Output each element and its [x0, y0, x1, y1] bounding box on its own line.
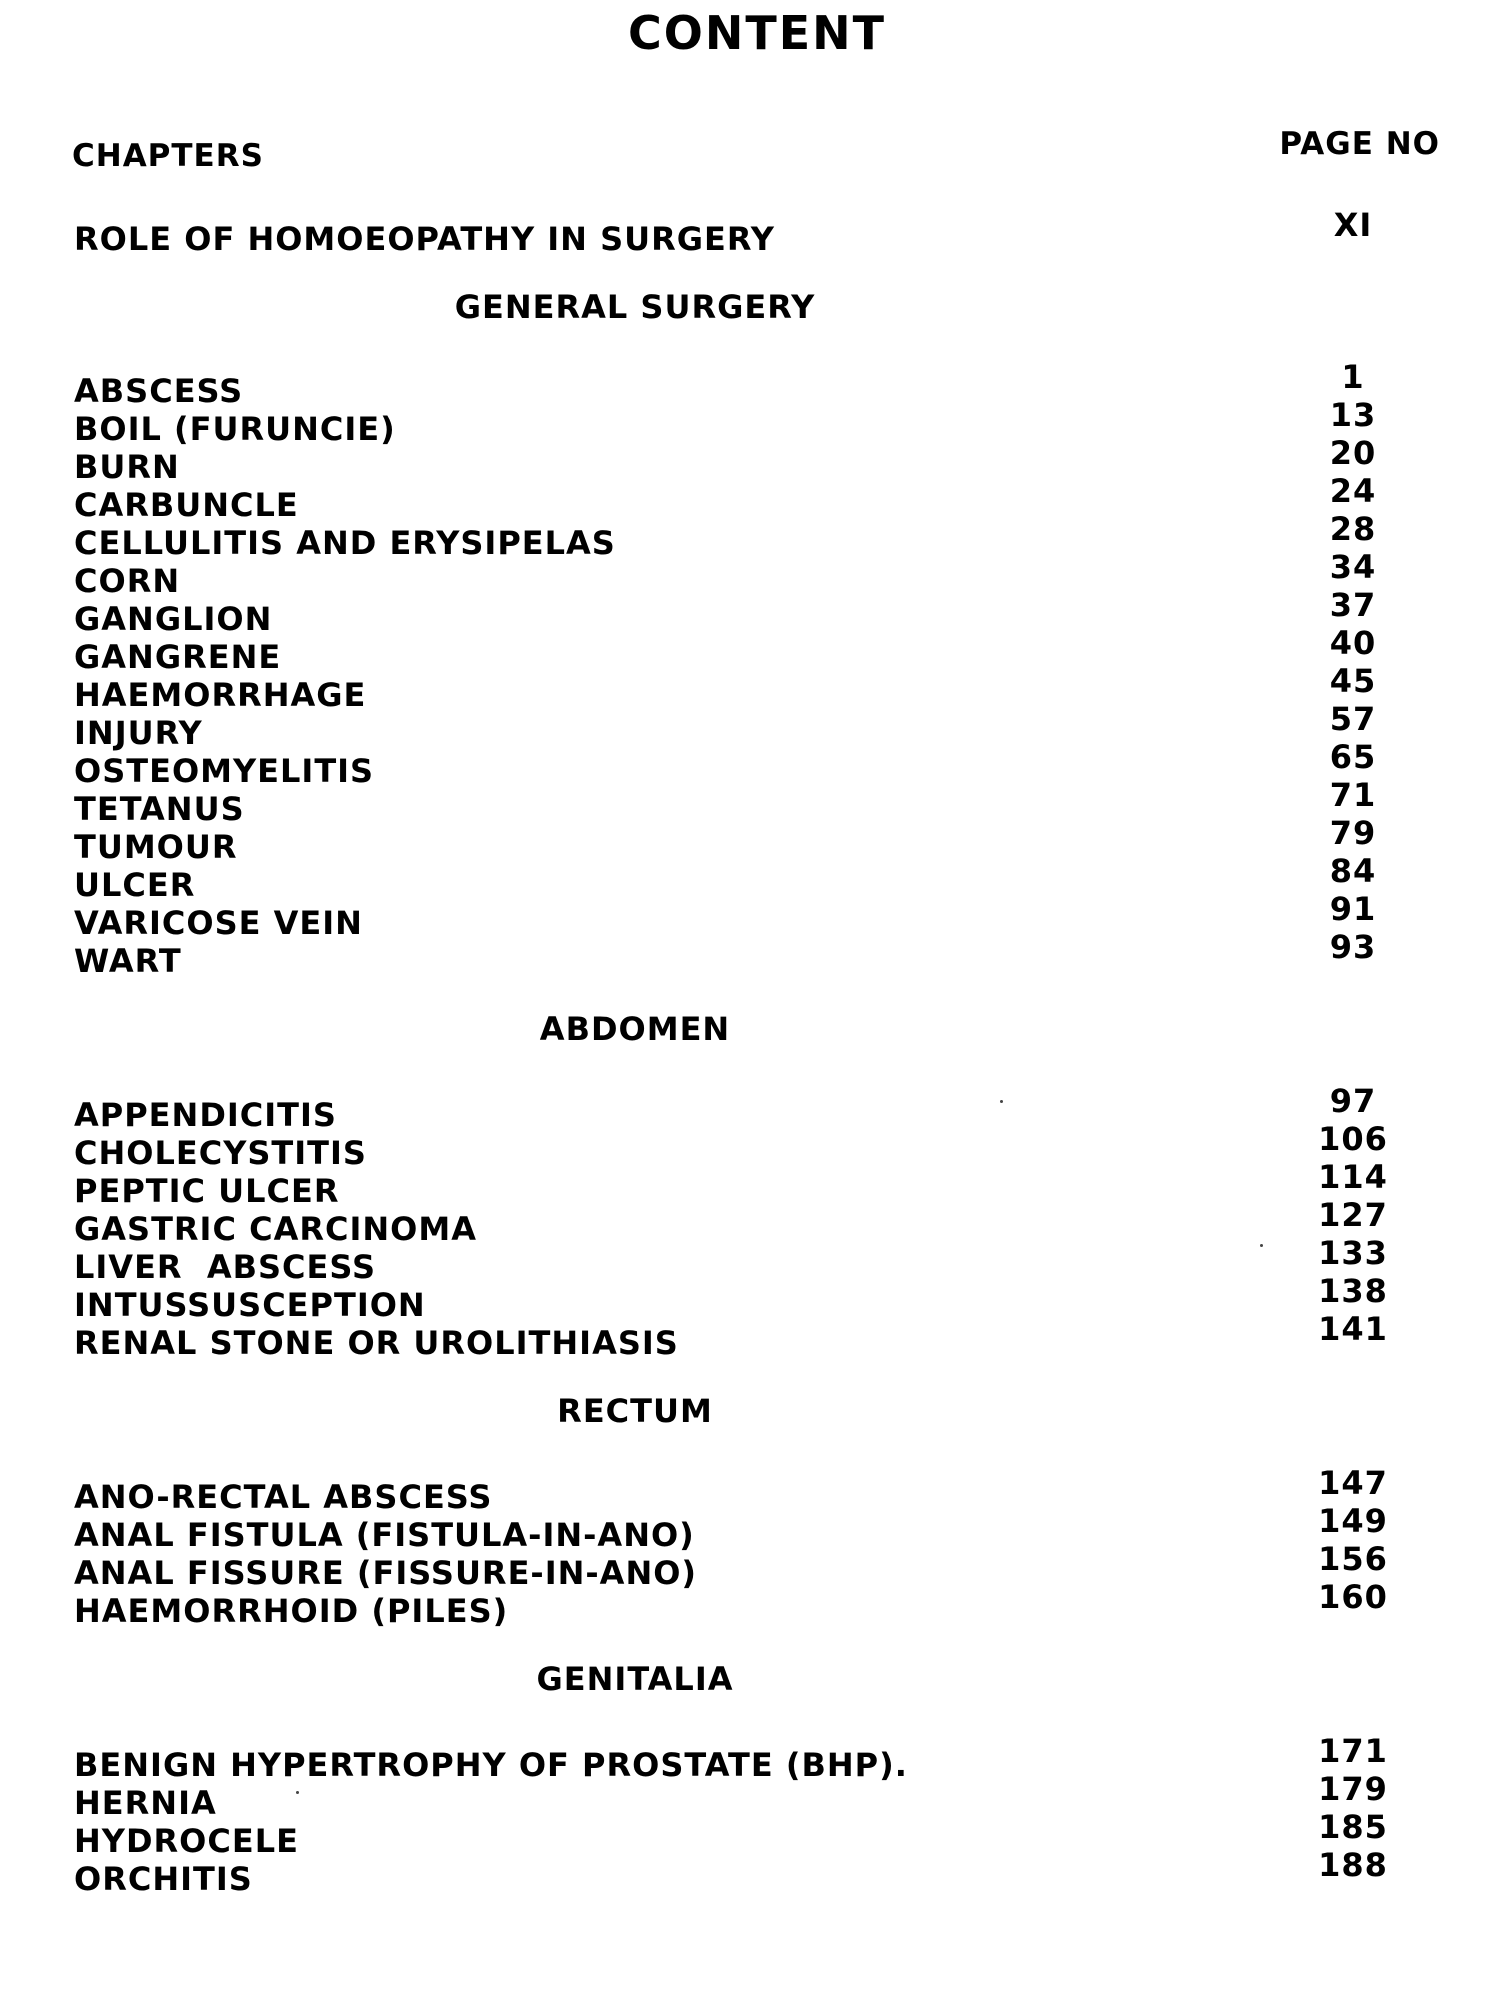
entry-label: GASTRIC CARCINOMA	[74, 1210, 477, 1248]
section-heading-abdomen: ABDOMEN	[539, 1010, 731, 1048]
entry-label: TUMOUR	[74, 828, 238, 866]
toc-entry	[0, 1540, 1500, 1592]
section-heading-genitalia: GENITALIA	[536, 1660, 734, 1698]
entry-page: 156	[1318, 1540, 1388, 1578]
toc-entry	[0, 1310, 1500, 1362]
entry-label: BENIGN HYPERTROPHY OF PROSTATE (BHP).	[74, 1746, 908, 1784]
toc-entry	[0, 852, 1500, 904]
entry-page: 179	[1318, 1770, 1388, 1808]
entry-label: CORN	[74, 562, 181, 600]
toc-entry	[0, 1158, 1500, 1210]
entry-label: ORCHITIS	[74, 1860, 253, 1898]
scan-speck	[1260, 1244, 1263, 1247]
entry-page: 185	[1318, 1808, 1388, 1846]
entry-page: 84	[1329, 852, 1377, 890]
toc-entry	[0, 358, 1500, 410]
entry-page: 45	[1329, 662, 1377, 700]
toc-entry	[0, 434, 1500, 486]
toc-entry	[0, 1082, 1500, 1134]
entry-page: 37	[1329, 586, 1377, 624]
entry-page: 28	[1329, 510, 1377, 548]
entry-label: APPENDICITIS	[74, 1096, 337, 1134]
toc-entry	[0, 472, 1500, 524]
entry-label: WART	[74, 942, 182, 980]
entry-page: 149	[1318, 1502, 1388, 1540]
entry-label: ANAL FISTULA (FISTULA-IN-ANO)	[74, 1516, 695, 1554]
toc-entry-intro	[0, 206, 1500, 258]
toc-entry	[0, 1196, 1500, 1248]
toc-entry	[0, 662, 1500, 714]
toc-entry	[0, 1272, 1500, 1324]
page-title: CONTENT	[627, 6, 887, 60]
toc-entry	[0, 1464, 1500, 1516]
section-heading-general-surgery: GENERAL SURGERY	[454, 288, 816, 326]
toc-entry	[0, 928, 1500, 980]
toc-entry	[0, 890, 1500, 942]
entry-label: BURN	[74, 448, 180, 486]
chapters-column-header: CHAPTERS	[72, 138, 264, 174]
entry-label: CARBUNCLE	[74, 486, 299, 524]
entry-page: 79	[1329, 814, 1377, 852]
entry-page: 127	[1318, 1196, 1388, 1234]
toc-entry	[0, 700, 1500, 752]
entry-label: OSTEOMYELITIS	[74, 752, 375, 790]
entry-page: 133	[1318, 1234, 1388, 1272]
toc-entry	[0, 1770, 1500, 1822]
entry-label: ANO-RECTAL ABSCESS	[74, 1478, 493, 1516]
entry-page: 141	[1318, 1310, 1388, 1348]
entry-page: 160	[1318, 1578, 1388, 1616]
entry-page: 93	[1329, 928, 1377, 966]
entry-label: LIVER ABSCESS	[74, 1248, 377, 1286]
entry-label: CELLULITIS AND ERYSIPELAS	[74, 524, 616, 562]
entry-label: HERNIA	[74, 1784, 217, 1822]
entry-label: VARICOSE VEIN	[74, 904, 363, 942]
page-no-column-header: PAGE NO	[1279, 126, 1440, 162]
entry-page: 1	[1341, 358, 1365, 396]
entry-label: CHOLECYSTITIS	[74, 1134, 367, 1172]
toc-entry	[0, 1120, 1500, 1172]
entry-page: 71	[1329, 776, 1377, 814]
entry-page: 34	[1329, 548, 1377, 586]
toc-entry	[0, 586, 1500, 638]
entry-page: 97	[1329, 1082, 1377, 1120]
entry-label: ULCER	[74, 866, 196, 904]
entry-page: 188	[1318, 1846, 1388, 1884]
entry-label: PEPTIC ULCER	[74, 1172, 340, 1210]
entry-page: XI	[1333, 206, 1373, 244]
entry-page: 106	[1318, 1120, 1388, 1158]
toc-entry	[0, 1846, 1500, 1898]
toc-entry	[0, 396, 1500, 448]
entry-label: ANAL FISSURE (FISSURE-IN-ANO)	[74, 1554, 698, 1592]
entry-page: 91	[1329, 890, 1377, 928]
entry-label: GANGLION	[74, 600, 273, 638]
entry-page: 20	[1329, 434, 1377, 472]
entry-label: INTUSSUSCEPTION	[74, 1286, 426, 1324]
entry-page: 57	[1329, 700, 1377, 738]
entry-page: 114	[1318, 1158, 1388, 1196]
toc-entry	[0, 776, 1500, 828]
entry-label: ROLE OF HOMOEOPATHY IN SURGERY	[74, 220, 775, 258]
entry-page: 40	[1329, 624, 1377, 662]
entry-page: 147	[1318, 1464, 1388, 1502]
toc-entry	[0, 738, 1500, 790]
toc-entry	[0, 1502, 1500, 1554]
toc-entry	[0, 1808, 1500, 1860]
entry-label: ABSCESS	[74, 372, 244, 410]
entry-label: RENAL STONE OR UROLITHIASIS	[74, 1324, 679, 1362]
entry-label: HYDROCELE	[74, 1822, 299, 1860]
toc-entry	[0, 814, 1500, 866]
entry-page: 171	[1318, 1732, 1388, 1770]
entry-page: 13	[1329, 396, 1377, 434]
entry-label: GANGRENE	[74, 638, 282, 676]
toc-entry	[0, 1578, 1500, 1630]
scan-speck	[1000, 1100, 1003, 1103]
entry-label: INJURY	[74, 714, 203, 752]
section-heading-rectum: RECTUM	[557, 1392, 713, 1430]
toc-entry	[0, 1234, 1500, 1286]
toc-entry	[0, 548, 1500, 600]
toc-entry	[0, 510, 1500, 562]
entry-label: BOIL (FURUNCIE)	[74, 410, 396, 448]
toc-entry	[0, 624, 1500, 676]
entry-page: 65	[1329, 738, 1377, 776]
toc-entry	[0, 1732, 1500, 1784]
entry-label: HAEMORRHOID (PILES)	[74, 1592, 509, 1630]
entry-page: 138	[1318, 1272, 1388, 1310]
scan-speck	[296, 1791, 299, 1794]
entry-page: 24	[1329, 472, 1377, 510]
entry-label: HAEMORRHAGE	[74, 676, 367, 714]
entry-label: TETANUS	[74, 790, 245, 828]
